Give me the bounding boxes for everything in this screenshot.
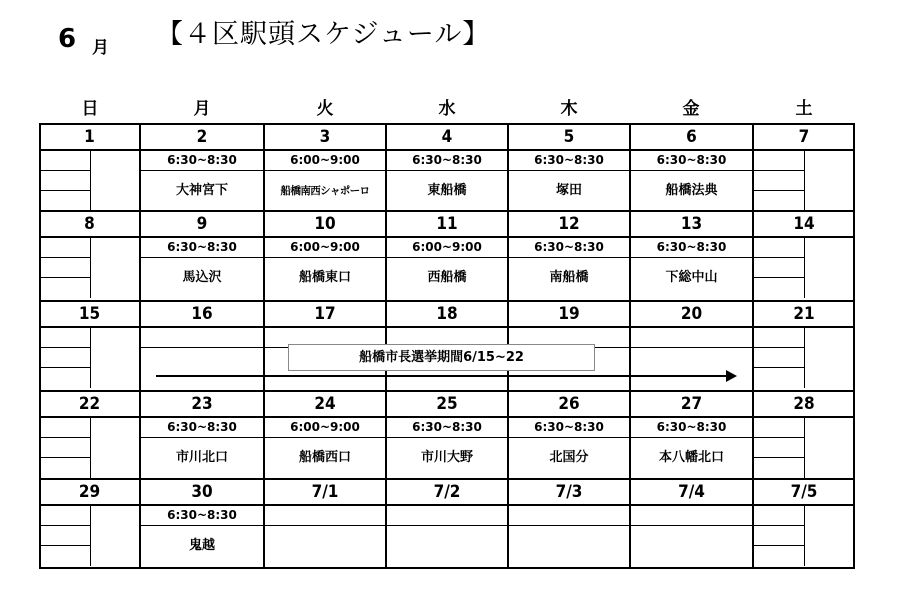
station-location: 馬込沢 — [182, 270, 222, 285]
station-location: 北国分 — [549, 450, 589, 465]
date-number: 8 — [84, 214, 95, 234]
weekend-inner-line — [40, 437, 90, 438]
time-slot: 6:30~8:30 — [534, 153, 604, 167]
date-number: 13 — [680, 214, 703, 234]
weekend-inner-divider — [804, 506, 805, 566]
weekend-inner-line — [40, 190, 90, 191]
weekday-2: 火 — [316, 99, 334, 119]
weekend-inner-line — [754, 457, 804, 458]
weekend-inner-divider — [90, 151, 91, 211]
date-number: 9 — [196, 214, 208, 234]
station-location: 船橋東口 — [298, 270, 351, 285]
date-number: 7/4 — [678, 482, 705, 502]
weekend-inner-line — [754, 277, 804, 278]
station-location: 船橋法典 — [665, 183, 718, 198]
time-slot: 6:30~8:30 — [167, 153, 237, 167]
date-number: 29 — [78, 482, 101, 502]
weekend-inner-line — [40, 347, 90, 348]
date-number: 1 — [84, 127, 95, 147]
weekend-inner-line — [754, 170, 804, 171]
time-slot: 6:30~8:30 — [412, 420, 482, 434]
weekend-inner-line — [40, 277, 90, 278]
time-slot: 6:30~8:30 — [167, 508, 237, 522]
weekday-6: 土 — [795, 99, 813, 119]
weekday-0: 日 — [81, 99, 99, 119]
station-location: 本八幡北口 — [658, 450, 724, 465]
date-number: 30 — [191, 482, 213, 502]
date-number: 15 — [78, 304, 101, 324]
weekday-5: 金 — [682, 99, 700, 119]
election-period-label: 船橋市長選挙期間6/15~22 — [288, 344, 595, 371]
date-number: 4 — [441, 127, 453, 147]
date-number: 26 — [558, 394, 580, 414]
date-number: 24 — [314, 394, 336, 414]
date-number: 7 — [798, 127, 810, 147]
station-location: 塚田 — [555, 183, 582, 198]
date-number: 22 — [78, 394, 101, 414]
weekday-3: 水 — [438, 99, 456, 119]
time-slot: 6:30~8:30 — [167, 240, 237, 254]
date-number: 12 — [558, 214, 580, 234]
time-slot: 6:30~8:30 — [656, 153, 727, 167]
weekend-inner-divider — [90, 238, 91, 298]
time-slot: 6:30~8:30 — [167, 420, 237, 434]
date-number: 25 — [436, 394, 458, 414]
date-number: 23 — [191, 394, 213, 414]
date-number: 2 — [196, 127, 208, 147]
station-location: 東船橋 — [427, 183, 467, 198]
weekend-inner-divider — [804, 328, 805, 388]
date-row-divider — [39, 326, 855, 328]
time-divider — [140, 437, 753, 438]
weekend-inner-divider — [90, 418, 91, 478]
station-location: 西船橋 — [427, 270, 467, 285]
date-number: 14 — [793, 214, 815, 234]
date-number: 11 — [436, 214, 458, 234]
weekend-inner-line — [40, 170, 90, 171]
station-location: 鬼越 — [188, 538, 215, 553]
weekend-inner-line — [754, 437, 804, 438]
time-slot: 6:30~8:30 — [534, 240, 604, 254]
time-divider — [140, 525, 753, 526]
station-location: 下総中山 — [665, 270, 718, 285]
weekend-inner-line — [40, 367, 90, 368]
station-location: 市川大野 — [420, 450, 473, 465]
date-number: 7/5 — [790, 482, 818, 502]
date-number: 7/3 — [555, 482, 583, 502]
time-slot: 6:30~8:30 — [656, 240, 727, 254]
weekday-4: 木 — [560, 99, 578, 119]
date-number: 6 — [686, 127, 697, 147]
date-number: 28 — [793, 394, 815, 414]
weekend-inner-line — [40, 457, 90, 458]
date-number: 27 — [680, 394, 703, 414]
date-number: 20 — [680, 304, 703, 324]
date-number: 18 — [436, 304, 458, 324]
date-number: 10 — [314, 214, 336, 234]
date-number: 3 — [319, 127, 331, 147]
date-number: 21 — [793, 304, 815, 324]
weekend-inner-line — [754, 367, 804, 368]
time-slot: 6:00~9:00 — [290, 420, 360, 434]
date-number: 19 — [558, 304, 580, 324]
time-slot: 6:30~8:30 — [656, 420, 727, 434]
weekend-inner-line — [754, 525, 804, 526]
date-number: 7/1 — [311, 482, 339, 502]
weekend-inner-divider — [90, 328, 91, 388]
date-number: 16 — [191, 304, 213, 324]
date-number: 7/2 — [433, 482, 461, 502]
weekday-1: 月 — [193, 99, 211, 119]
time-divider — [140, 257, 753, 258]
election-period-arrow-line — [156, 375, 728, 377]
arrow-right-icon — [726, 370, 737, 382]
weekend-inner-line — [754, 347, 804, 348]
time-slot: 6:30~8:30 — [534, 420, 604, 434]
weekend-inner-divider — [804, 418, 805, 478]
weekend-inner-line — [40, 525, 90, 526]
weekend-inner-line — [754, 257, 804, 258]
weekend-inner-line — [40, 545, 90, 546]
station-location: 船橋西口 — [298, 450, 351, 465]
month-unit: 月 — [92, 38, 109, 58]
date-number: 5 — [563, 127, 575, 147]
time-divider — [140, 170, 753, 171]
weekend-inner-divider — [804, 151, 805, 211]
station-location: 船橋南西シャポーロ — [280, 185, 370, 197]
station-location: 大神宮下 — [175, 183, 228, 198]
weekend-inner-divider — [804, 238, 805, 298]
weekend-inner-divider — [90, 506, 91, 566]
page-title: 【４区駅頭スケジュール】 — [156, 19, 491, 50]
weekend-inner-line — [40, 257, 90, 258]
month-number: 6 — [58, 24, 77, 54]
time-slot: 6:30~8:30 — [412, 153, 482, 167]
time-slot: 6:00~9:00 — [290, 153, 360, 167]
station-location: 市川北口 — [175, 450, 228, 465]
weekend-inner-line — [754, 545, 804, 546]
weekend-inner-line — [754, 190, 804, 191]
date-number: 17 — [314, 304, 336, 324]
station-location: 南船橋 — [549, 270, 589, 285]
time-slot: 6:00~9:00 — [412, 240, 482, 254]
time-slot: 6:00~9:00 — [290, 240, 360, 254]
